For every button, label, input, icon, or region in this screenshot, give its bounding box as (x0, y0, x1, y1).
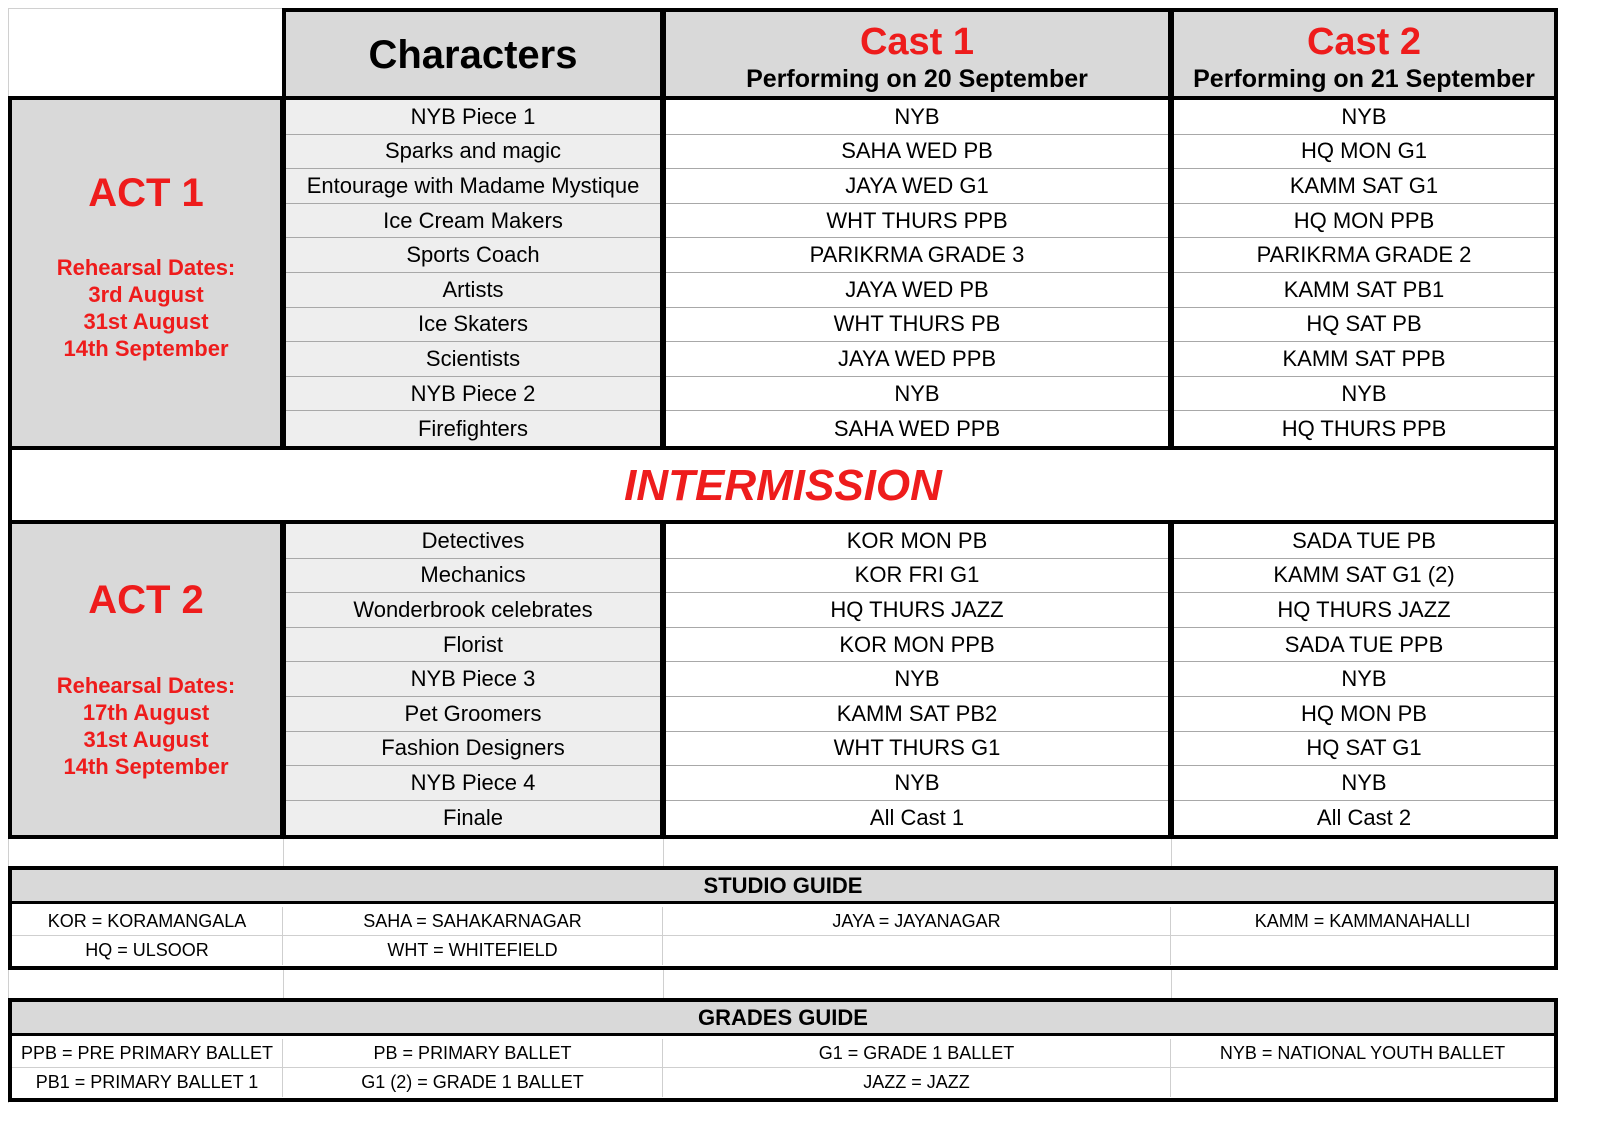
act2-character-cell: Finale (443, 805, 503, 831)
grades_guide-entry (1171, 1068, 1554, 1097)
act1-cast2-cell: NYB (1174, 377, 1554, 412)
act2-cast1-cell: KOR FRI G1 (666, 559, 1168, 594)
act1-cast1-cell: JAYA WED PB (666, 273, 1168, 308)
act1-character-cell: Entourage with Madame Mystique (286, 169, 660, 204)
act2-cast1-cell: All Cast 1 (869, 805, 965, 831)
grades_guide-entry: PB = PRIMARY BALLET (283, 1039, 663, 1068)
act2-cast1-cell: HQ THURS JAZZ (666, 593, 1168, 628)
studio_guide-entry: WHT = WHITEFIELD (283, 936, 663, 965)
act2-character-cell: NYB Piece 3 (286, 662, 660, 697)
act2-character-cell: Wonderbrook celebrates (286, 593, 660, 628)
act1-character-cell: Sparks and magic (286, 135, 660, 170)
act1-cast1-cell: SAHA WED PB (666, 135, 1168, 170)
act2-cast2-cell: HQ MON PB (1174, 697, 1554, 732)
grades_guide-entry: PPB = PRE PRIMARY BALLET (12, 1039, 283, 1068)
cast2-header (1170, 8, 1558, 98)
act2-cast1-cell: WHT THURS G1 (666, 732, 1168, 767)
studio-guide-header (12, 870, 1554, 904)
act1-cast2-cell: HQ MON PPB (1174, 204, 1554, 239)
act1-character-cell: Ice Cream Makers (286, 204, 660, 239)
act2-label-cell (8, 520, 284, 839)
studio-guide-title: STUDIO GUIDE (703, 872, 863, 898)
act2-cast2-cell: HQ SAT G1 (1174, 732, 1554, 767)
studio_guide-entry: KOR = KORAMANGALA (12, 907, 283, 936)
act1-character-cell: Artists (286, 273, 660, 308)
act1-character-cell: NYB Piece 2 (286, 377, 660, 412)
grades_guide-entry: NYB = NATIONAL YOUTH BALLET (1171, 1039, 1554, 1068)
characters-header-label: Characters (368, 32, 578, 77)
act2-character-cell: Detectives (286, 524, 660, 559)
act1-character-cell: Firefighters (417, 415, 529, 441)
act2-cast2-cell: SADA TUE PPB (1174, 628, 1554, 663)
act1-character-cell: Sports Coach (286, 238, 660, 273)
act2-cast1-cell: KOR MON PPB (666, 628, 1168, 663)
act1-cast2-cell: HQ THURS PPB (1281, 415, 1447, 441)
act1-cast2-cell: HQ MON G1 (1174, 135, 1554, 170)
act2-date: 14th September (63, 754, 229, 779)
act2-cast1-cell: KOR MON PB (666, 524, 1168, 559)
cast1-header (662, 8, 1172, 98)
act1-cast1-cell: WHT THURS PB (666, 308, 1168, 343)
act1-cast1-cell: SAHA WED PPB (833, 415, 1001, 441)
act2-character-cell: NYB Piece 4 (286, 766, 660, 801)
cast2-subtitle: Performing on 21 September (1193, 65, 1535, 93)
act2-cast2-cell: All Cast 2 (1316, 805, 1412, 831)
act2-cast2-cell: SADA TUE PB (1174, 524, 1554, 559)
act2-cast2-cell: NYB (1174, 766, 1554, 801)
cast1-subtitle: Performing on 20 September (746, 65, 1088, 93)
act2-rehearsal-label: Rehearsal Dates: (56, 673, 236, 698)
act1-cast1-cell: NYB (666, 377, 1168, 412)
grades-guide-title: GRADES GUIDE (698, 1004, 868, 1030)
gridline (1171, 970, 1172, 998)
act1-cast2-cell: PARIKRMA GRADE 2 (1174, 238, 1554, 273)
gridline (663, 838, 664, 868)
act2-cast1-cell: NYB (666, 766, 1168, 801)
act2-character-cell: Florist (286, 628, 660, 663)
act1-cast1-cell: WHT THURS PPB (666, 204, 1168, 239)
act2-title: ACT 2 (88, 578, 204, 622)
act1-date: 3rd August (88, 282, 204, 307)
grades_guide-entry: G1 = GRADE 1 BALLET (663, 1039, 1171, 1068)
studio_guide-entry: HQ = ULSOOR (12, 936, 283, 965)
gridline (283, 838, 284, 868)
act2-cast2-cell: NYB (1174, 662, 1554, 697)
cast1-title: Cast 1 (859, 21, 975, 63)
act2-cast1-cell: KAMM SAT PB2 (666, 697, 1168, 732)
act1-cast2-cell: KAMM SAT PPB (1174, 342, 1554, 377)
act1-cast2-cell: KAMM SAT G1 (1174, 169, 1554, 204)
act1-date: 14th September (63, 336, 229, 361)
act1-character-cell: Ice Skaters (286, 308, 660, 343)
intermission-band (8, 448, 1558, 523)
act1-label-cell (8, 96, 284, 450)
studio_guide-entry: SAHA = SAHAKARNAGAR (283, 907, 663, 936)
act1-cast1-cell: NYB (666, 100, 1168, 135)
studio_guide-entry (1171, 936, 1554, 965)
act1-date: 31st August (83, 309, 209, 334)
act1-cast2-cell: KAMM SAT PB1 (1174, 273, 1554, 308)
intermission-label: INTERMISSION (624, 460, 942, 510)
act2-character-cell: Pet Groomers (286, 697, 660, 732)
grades_guide-entry: PB1 = PRIMARY BALLET 1 (12, 1068, 283, 1097)
act1-cast1-cell: JAYA WED G1 (666, 169, 1168, 204)
act1-title: ACT 1 (88, 171, 204, 215)
grades-guide-header (12, 1002, 1554, 1036)
act1-rehearsal-label: Rehearsal Dates: (56, 255, 236, 280)
act2-character-cell: Mechanics (286, 559, 660, 594)
characters-header (282, 8, 664, 98)
gridline (1171, 838, 1172, 868)
act2-date: 17th August (82, 700, 210, 725)
act2-date: 31st August (83, 727, 209, 752)
studio_guide-entry: KAMM = KAMMANAHALLI (1171, 907, 1554, 936)
act2-cast2-cell: HQ THURS JAZZ (1174, 593, 1554, 628)
grades_guide-entry: JAZZ = JAZZ (663, 1068, 1171, 1097)
studio_guide-entry (663, 936, 1171, 965)
act2-character-cell: Fashion Designers (286, 732, 660, 767)
act1-cast2-cell: NYB (1174, 100, 1554, 135)
act1-character-cell: Scientists (286, 342, 660, 377)
act1-character-cell: NYB Piece 1 (286, 100, 660, 135)
grades_guide-entry: G1 (2) = GRADE 1 BALLET (283, 1068, 663, 1097)
gridline (8, 8, 283, 9)
act1-cast2-cell: HQ SAT PB (1174, 308, 1554, 343)
act1-cast1-cell: JAYA WED PPB (666, 342, 1168, 377)
act2-cast2-cell: KAMM SAT G1 (2) (1174, 559, 1554, 594)
cast2-title: Cast 2 (1306, 21, 1422, 63)
gridline (663, 970, 664, 998)
act2-cast1-cell: NYB (666, 662, 1168, 697)
gridline (283, 970, 284, 998)
studio_guide-entry: JAYA = JAYANAGAR (663, 907, 1171, 936)
act1-cast1-cell: PARIKRMA GRADE 3 (666, 238, 1168, 273)
